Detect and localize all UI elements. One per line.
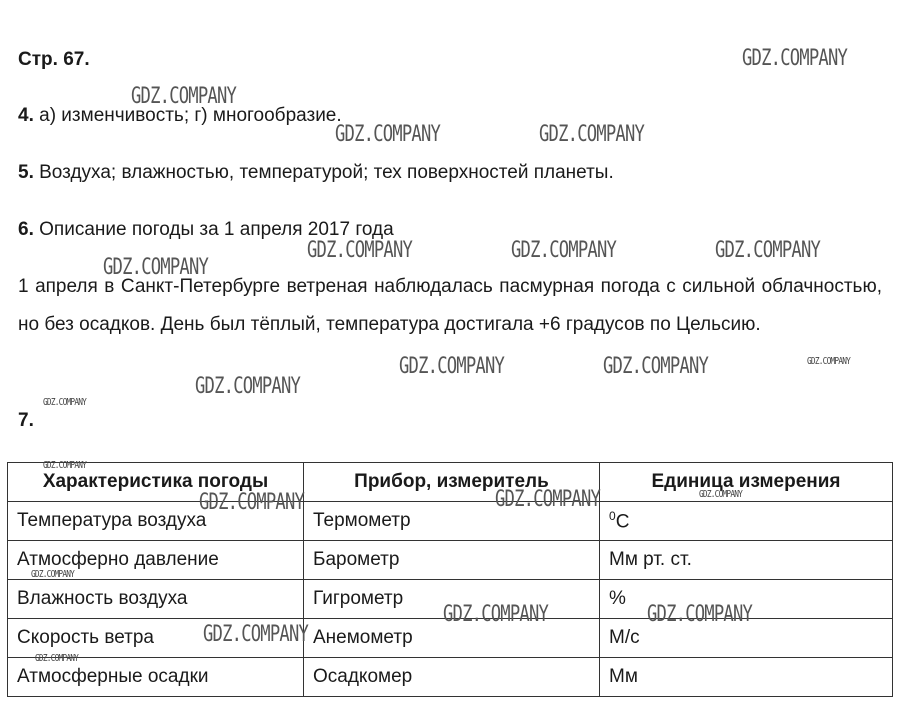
answer-4-text: а) изменчивость; г) многообразие. bbox=[33, 105, 342, 126]
watermark: GDZ.COMPANY bbox=[699, 489, 743, 500]
answer-5 bbox=[18, 161, 614, 185]
watermark: GDZ.COMPANY bbox=[603, 354, 709, 379]
answer-6-title-text: Описание погоды за 1 апреля 2017 года bbox=[33, 219, 394, 240]
table-cell-instrument: Барометр bbox=[304, 541, 600, 580]
table-cell-instrument: Анемометр bbox=[304, 619, 600, 658]
watermark: GDZ.COMPANY bbox=[203, 622, 309, 647]
page-heading: Стр. 67. bbox=[18, 49, 90, 70]
watermark: GDZ.COMPANY bbox=[539, 122, 645, 147]
watermark: GDZ.COMPANY bbox=[399, 354, 505, 379]
watermark: GDZ.COMPANY bbox=[647, 602, 753, 627]
table-cell-unit bbox=[600, 502, 893, 541]
degree-superscript: 0 bbox=[609, 508, 616, 523]
watermark: GDZ.COMPANY bbox=[35, 653, 79, 664]
table-cell-characteristic: Скорость ветра bbox=[8, 619, 304, 658]
watermark: GDZ.COMPANY bbox=[742, 46, 848, 71]
watermark: GDZ.COMPANY bbox=[131, 84, 237, 109]
table-row bbox=[8, 658, 893, 697]
table-cell-characteristic: Температура воздуха bbox=[8, 502, 304, 541]
table-cell-characteristic: Атмосферные осадки bbox=[8, 658, 304, 697]
watermark: GDZ.COMPANY bbox=[807, 356, 851, 367]
table-cell-instrument: Гигрометр bbox=[304, 580, 600, 619]
watermark: GDZ.COMPANY bbox=[43, 397, 87, 408]
watermark: GDZ.COMPANY bbox=[199, 490, 305, 515]
table-cell-unit: % bbox=[600, 580, 893, 619]
watermark: GDZ.COMPANY bbox=[511, 238, 617, 263]
answer-4-number: 4. bbox=[18, 105, 34, 126]
answer-5-text: Воздуха; влажностью, температурой; тех поверхностей планеты. bbox=[33, 162, 614, 183]
unit-text: C bbox=[615, 511, 630, 533]
table-row bbox=[8, 541, 893, 580]
watermark: GDZ.COMPANY bbox=[195, 374, 301, 399]
table-cell-unit: М/с bbox=[600, 619, 893, 658]
watermark: GDZ.COMPANY bbox=[335, 122, 441, 147]
table-cell-instrument: Термометр bbox=[304, 502, 600, 541]
watermark: GDZ.COMPANY bbox=[103, 255, 209, 280]
table-header-row bbox=[8, 463, 893, 502]
table-cell-instrument: Осадкомер bbox=[304, 658, 600, 697]
table-cell-characteristic: Атмосферно давление bbox=[8, 541, 304, 580]
table-cell-unit: Мм рт. ст. bbox=[600, 541, 893, 580]
watermark: GDZ.COMPANY bbox=[495, 487, 601, 512]
answer-5-number: 5. bbox=[18, 162, 34, 183]
answer-7-number: 7. bbox=[18, 410, 34, 431]
table-header-unit: Единица измерения bbox=[600, 463, 893, 502]
table-header-characteristic: Характеристика погоды bbox=[8, 463, 304, 502]
table-cell-unit: Мм bbox=[600, 658, 893, 697]
watermark: GDZ.COMPANY bbox=[715, 238, 821, 263]
watermark: GDZ.COMPANY bbox=[443, 602, 549, 627]
watermark: GDZ.COMPANY bbox=[307, 238, 413, 263]
answer-6-number: 6. bbox=[18, 219, 34, 240]
table-header-instrument: Прибор, измеритель bbox=[304, 463, 600, 502]
watermark: GDZ.COMPANY bbox=[43, 460, 87, 471]
answer-6-paragraph: 1 апреля в Санкт-Петербурге ветреная наблюдалась пасмурная погода с сильной облачностью, но без осадков. День был тёплый, температура достигала +6 градусов по Цельсию. bbox=[18, 276, 882, 335]
table-row bbox=[8, 502, 893, 541]
weather-table bbox=[7, 462, 893, 697]
watermark: GDZ.COMPANY bbox=[31, 569, 75, 580]
table-cell-characteristic: Влажность воздуха bbox=[8, 580, 304, 619]
